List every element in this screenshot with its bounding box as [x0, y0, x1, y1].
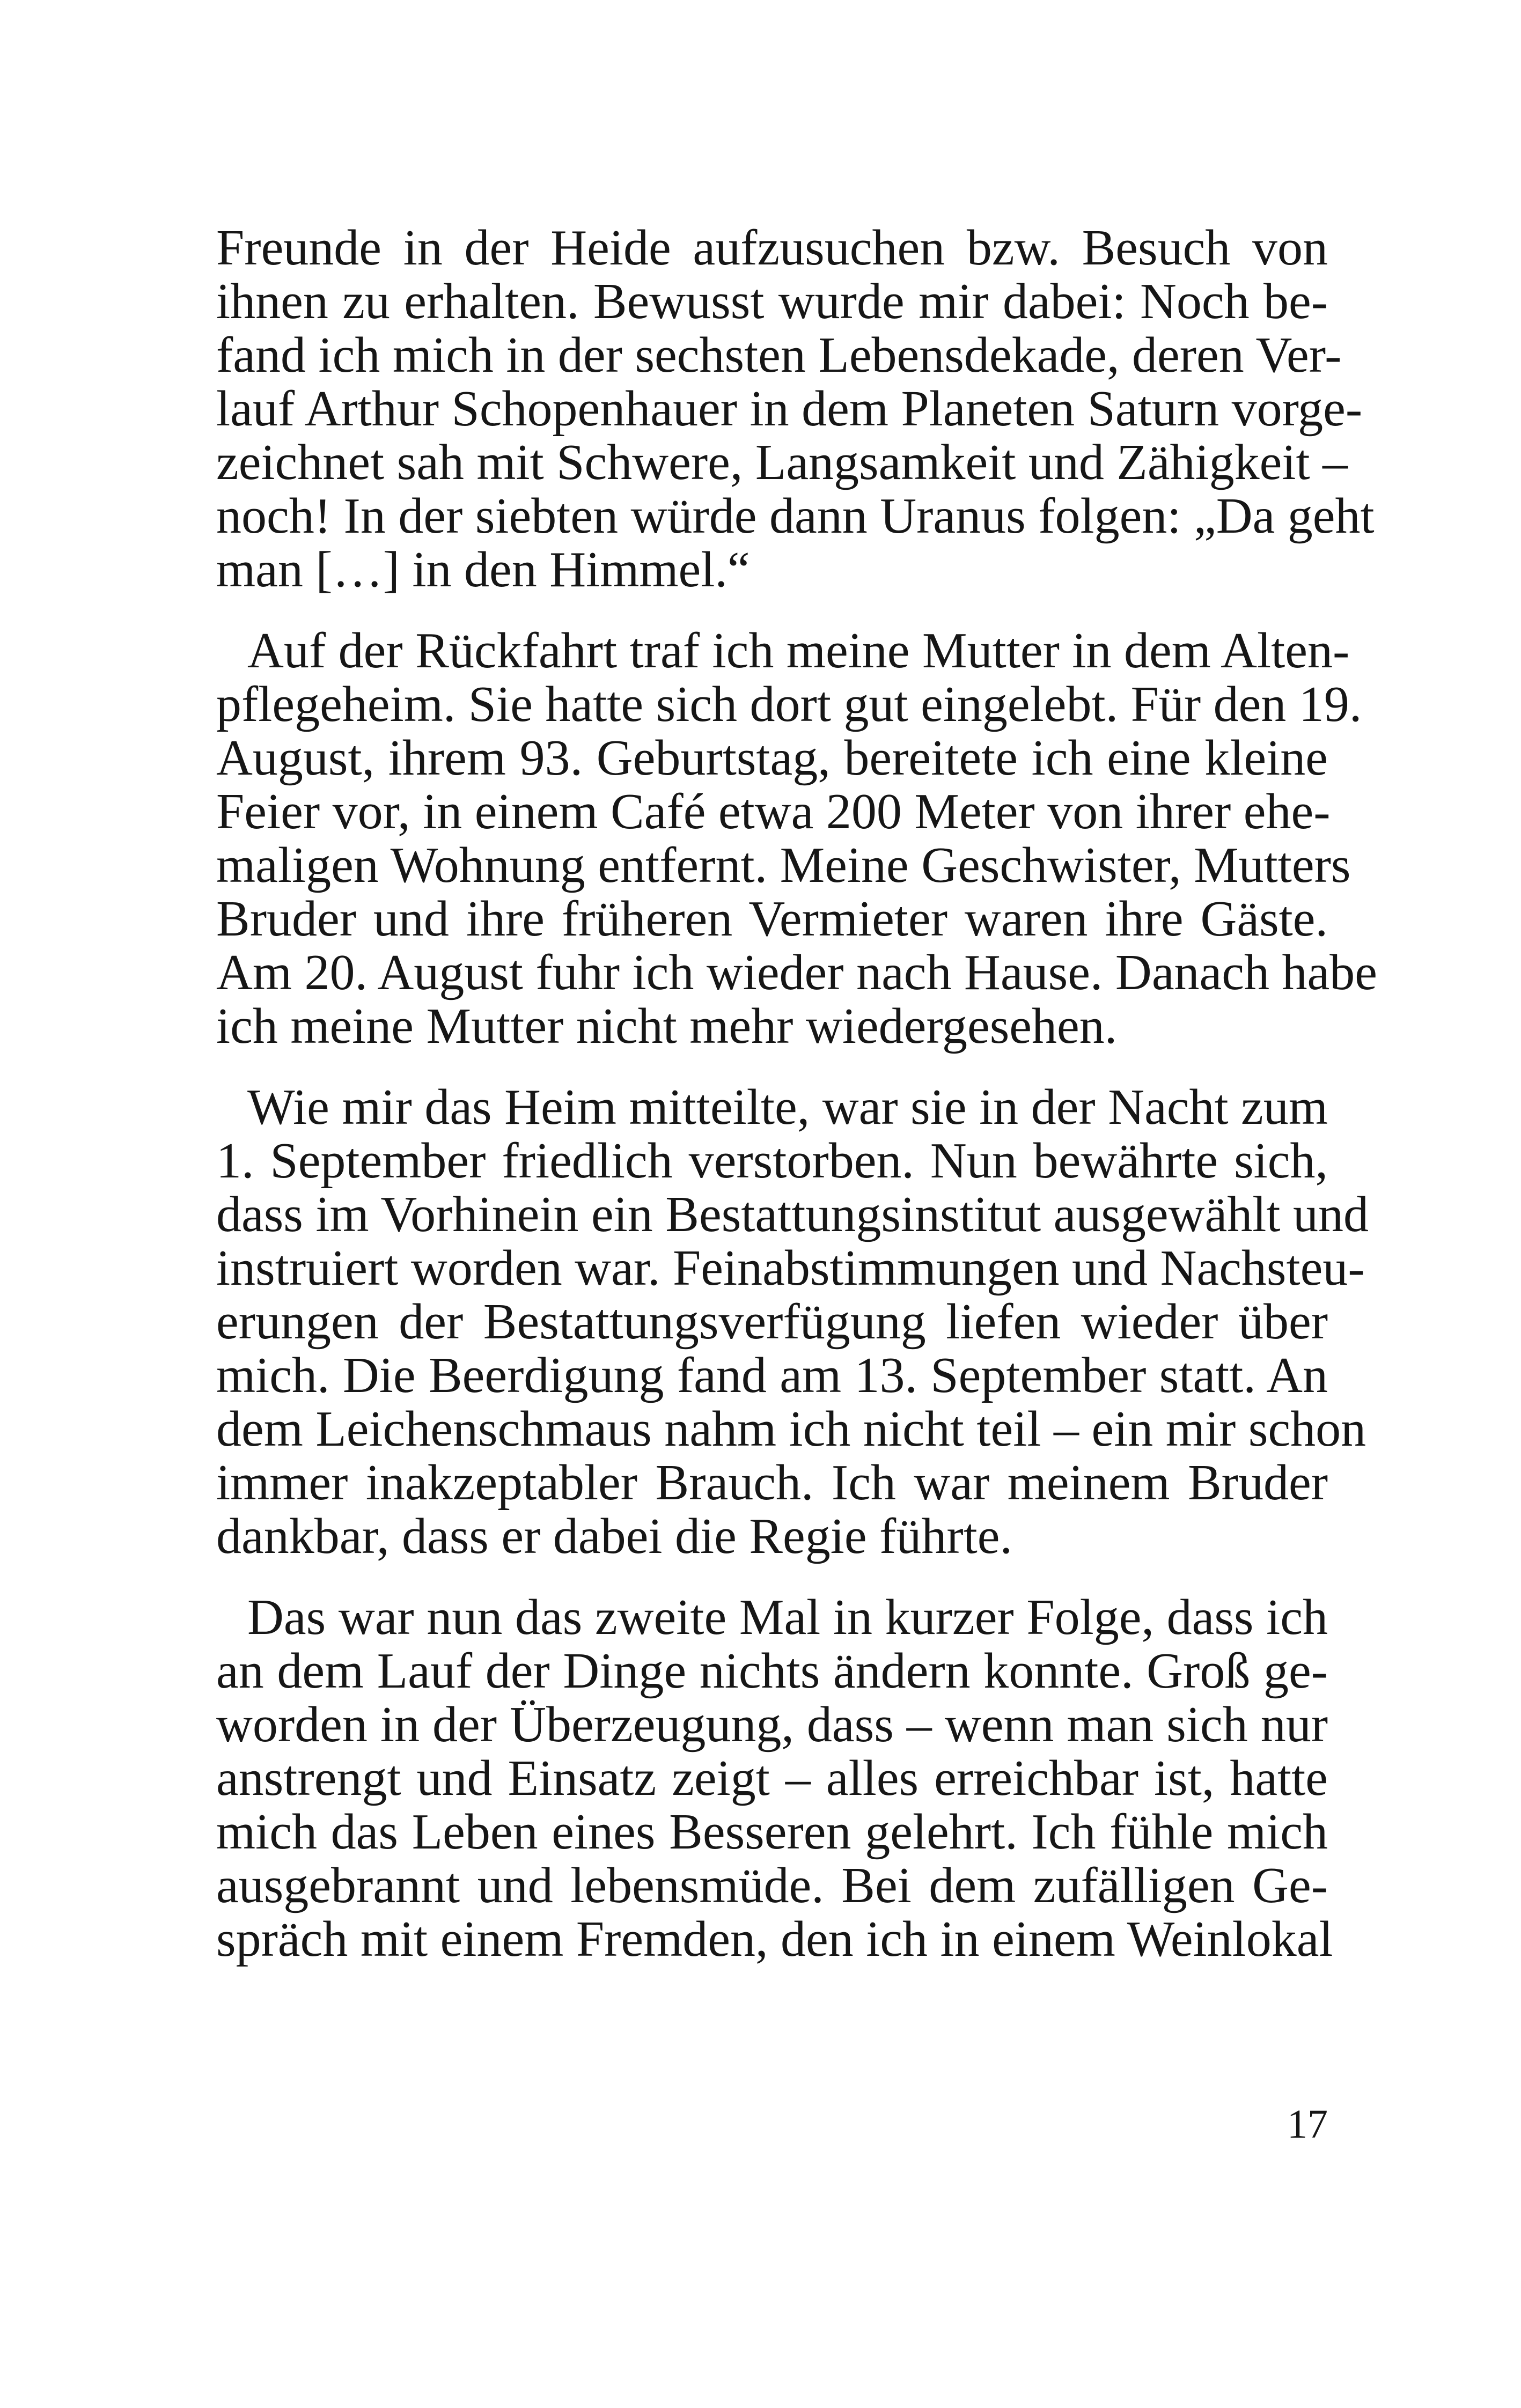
text-line: fand ich mich in der sechsten Lebensdekade, deren Ver-: [216, 327, 1342, 383]
text-line: Das war nun das zweite Mal in kurzer Folge, dass ich: [247, 1589, 1328, 1645]
text-line: Am 20. August fuhr ich wieder nach Hause. Danach habe: [216, 945, 1377, 1000]
text-line: anstrengt und Einsatz zeigt – alles erreichbar ist, hatte: [216, 1750, 1328, 1806]
text-line: spräch mit einem Fremden, den ich in einem Weinlokal: [216, 1911, 1333, 1967]
body-text: [216, 220, 1377, 1967]
text-line: Auf der Rückfahrt traf ich meine Mutter in dem Alten-: [247, 623, 1350, 679]
text-line: dem Leichenschmaus nahm ich nicht teil – ein mir schon: [216, 1401, 1366, 1457]
paragraph-1: [216, 220, 1375, 598]
text-line: erungen der Bestattungsverfügung liefen wieder über: [216, 1294, 1328, 1350]
text-line: zeichnet sah mit Schwere, Langsamkeit und Zähigkeit –: [216, 435, 1348, 490]
text-line: Bruder und ihre früheren Vermieter waren ihre Gäste.: [216, 891, 1328, 947]
text-line: Wie mir das Heim mitteilte, war sie in der Nacht zum: [247, 1079, 1328, 1135]
text-line: dankbar, dass er dabei die Regie führte.: [216, 1508, 1012, 1564]
text-line: August, ihrem 93. Geburtstag, bereitete ich eine kleine: [216, 730, 1328, 786]
text-line: ihnen zu erhalten. Bewusst wurde mir dabei: Noch be-: [216, 274, 1328, 329]
text-line: dass im Vorhinein ein Bestattungsinstitut ausgewählt und: [216, 1187, 1369, 1242]
text-line: mich das Leben eines Besseren gelehrt. Ich fühle mich: [216, 1804, 1328, 1860]
text-line: man […] in den Himmel.“: [216, 542, 750, 598]
text-line: an dem Lauf der Dinge nichts ändern konnte. Groß ge-: [216, 1643, 1328, 1699]
text-line: instruiert worden war. Feinabstimmungen und Nachsteu-: [216, 1240, 1365, 1296]
paragraph-4: [216, 1589, 1333, 1967]
text-line: Feier vor, in einem Café etwa 200 Meter von ihrer ehe-: [216, 784, 1331, 840]
text-line: lauf Arthur Schopenhauer in dem Planeten Saturn vorge-: [216, 381, 1363, 437]
paragraph-2: [216, 623, 1377, 1054]
text-line: immer inakzeptabler Brauch. Ich war meinem Bruder: [216, 1455, 1328, 1511]
paragraph-3: [216, 1079, 1369, 1564]
text-line: ausgebrannt und lebensmüde. Bei dem zufälligen Ge-: [216, 1858, 1328, 1913]
text-line: maligen Wohnung entfernt. Meine Geschwister, Mutters: [216, 837, 1351, 893]
text-line: ich meine Mutter nicht mehr wiedergesehen.: [216, 998, 1118, 1054]
text-line: worden in der Überzeugung, dass – wenn man sich nur: [216, 1697, 1328, 1752]
page-number: 17: [1287, 2102, 1328, 2147]
text-line: Freunde in der Heide aufzusuchen bzw. Besuch von: [216, 220, 1328, 276]
text-line: mich. Die Beerdigung fand am 13. September statt. An: [216, 1347, 1328, 1403]
text-line: noch! In der siebten würde dann Uranus folgen: „Da geht: [216, 488, 1375, 544]
text-line: pflegeheim. Sie hatte sich dort gut eingelebt. Für den 19.: [216, 676, 1362, 732]
text-line: 1. September friedlich verstorben. Nun bewährte sich,: [216, 1133, 1328, 1189]
